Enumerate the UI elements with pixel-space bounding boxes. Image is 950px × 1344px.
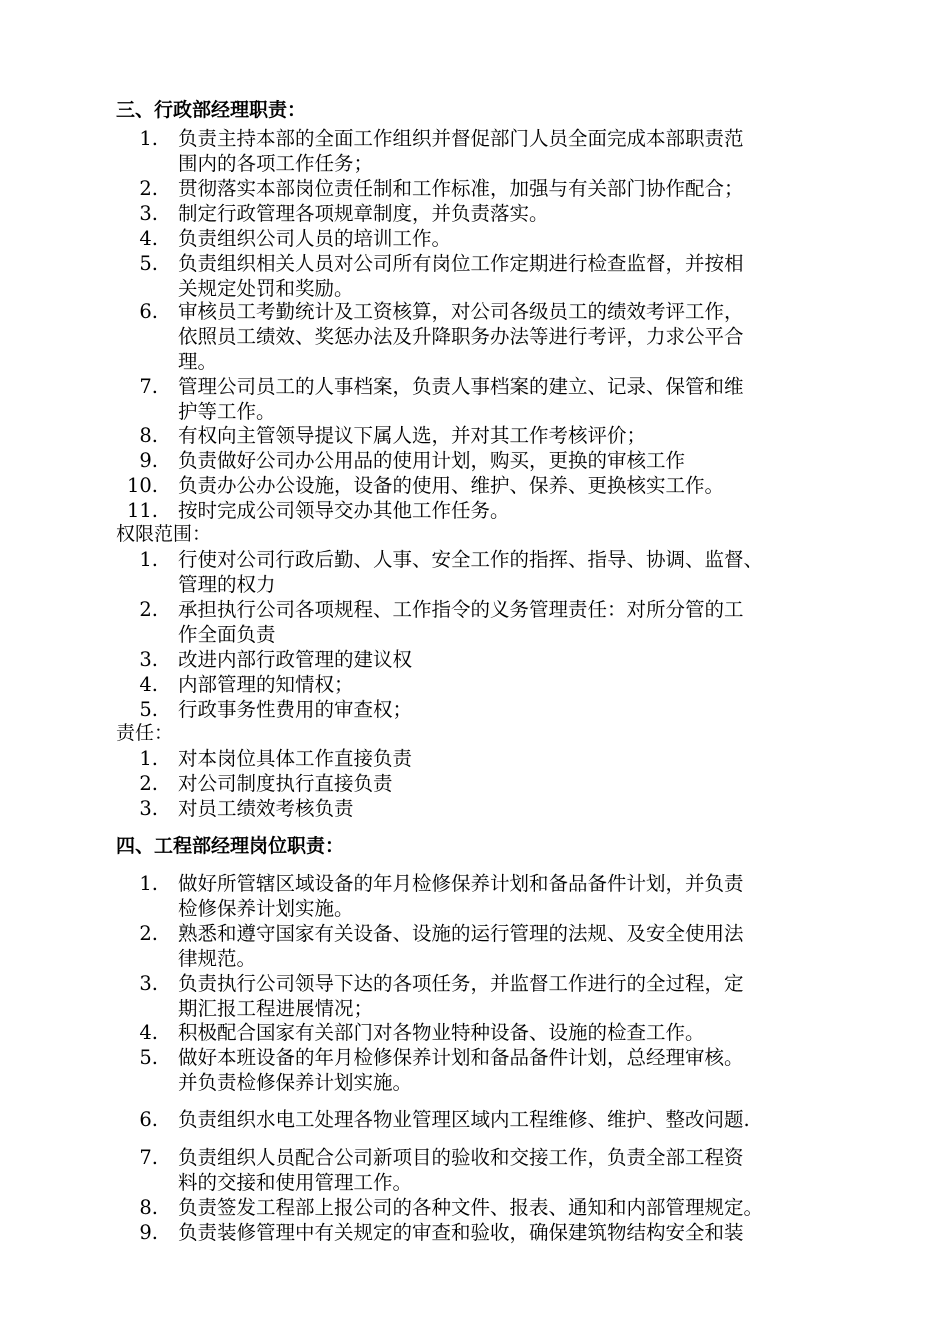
- item-number: 9.: [139, 1221, 158, 1244]
- item-text: 负责组织水电工处理各物业管理区域内工程维修、维护、整改问题.: [178, 1108, 750, 1131]
- item-text: 负责组织相关人员对公司所有岗位工作定期进行检查监督，并按相: [178, 252, 744, 275]
- item-text: 负责执行公司领导下达的各项任务，并监督工作进行的全过程，定: [178, 972, 744, 995]
- item-text: 负责签发工程部上报公司的各种文件、报表、通知和内部管理规定。: [178, 1196, 764, 1219]
- item-number: 3.: [139, 797, 158, 820]
- section4-title: 四、工程部经理岗位职责：: [116, 835, 345, 857]
- item-number: 1.: [139, 747, 158, 770]
- item-text: 承担执行公司各项规程、工作指令的义务管理责任：对所分管的工: [178, 598, 744, 621]
- item-number: 3.: [139, 648, 158, 671]
- item-text: 管理公司员工的人事档案，负责人事档案的建立、记录、保管和维: [178, 375, 744, 398]
- responsibility-label: 责任：: [116, 722, 174, 744]
- item-number: 1.: [139, 127, 158, 150]
- item-number: 10.: [126, 474, 158, 497]
- item-text: 有权向主管领导提议下属人选，并对其工作考核评价；: [178, 424, 647, 447]
- item-number: 5.: [139, 1046, 158, 1069]
- item-text: 护等工作。: [178, 400, 276, 423]
- item-number: 7.: [139, 375, 158, 398]
- item-text: 做好本班设备的年月检修保养计划和备品备件计划，总经理审核。: [178, 1046, 744, 1069]
- item-number: 2.: [139, 772, 158, 795]
- item-number: 2.: [139, 177, 158, 200]
- item-number: 4.: [139, 1021, 158, 1044]
- item-text: 对公司制度执行直接负责: [178, 772, 393, 795]
- item-text: 对本岗位具体工作直接负责: [178, 747, 413, 770]
- item-text: 做好所管辖区域设备的年月检修保养计划和备品备件计划，并负责: [178, 872, 744, 895]
- item-number: 4.: [139, 227, 158, 250]
- item-number: 1.: [139, 548, 158, 571]
- item-text: 审核员工考勤统计及工资核算，对公司各级员工的绩效考评工作，: [178, 300, 744, 323]
- item-text: 料的交接和使用管理工作。: [178, 1171, 413, 1194]
- item-text: 改进内部行政管理的建议权: [178, 648, 413, 671]
- item-text: 负责办公办公设施，设备的使用、维护、保养、更换核实工作。: [178, 474, 725, 497]
- item-text: 内部管理的知情权；: [178, 673, 354, 696]
- item-text: 管理的权力: [178, 573, 276, 596]
- item-number: 6.: [139, 300, 158, 323]
- item-text: 负责装修管理中有关规定的审查和验收，确保建筑物结构安全和装: [178, 1221, 744, 1244]
- item-number: 8.: [139, 1196, 158, 1219]
- item-text: 负责做好公司办公用品的使用计划，购买，更换的审核工作: [178, 449, 686, 472]
- item-number: 5.: [139, 252, 158, 275]
- item-number: 2.: [139, 922, 158, 945]
- item-number: 7.: [139, 1146, 158, 1169]
- item-text: 并负责检修保养计划实施。: [178, 1071, 413, 1094]
- item-text: 理。: [178, 350, 218, 373]
- item-number: 1.: [139, 872, 158, 895]
- item-text: 贯彻落实本部岗位责任制和工作标准，加强与有关部门协作配合；: [178, 177, 744, 200]
- section3-title: 三、行政部经理职责：: [116, 99, 307, 121]
- item-text: 行政事务性费用的审查权；: [178, 698, 413, 721]
- authority-label: 权限范围：: [116, 523, 212, 545]
- item-text: 对员工绩效考核负责: [178, 797, 354, 820]
- item-text: 积极配合国家有关部门对各物业特种设备、设施的检查工作。: [178, 1021, 705, 1044]
- item-text: 围内的各项工作任务；: [178, 152, 374, 175]
- item-number: 3.: [139, 202, 158, 225]
- item-text: 关规定处罚和奖励。: [178, 277, 354, 300]
- item-text: 负责组织公司人员的培训工作。: [178, 227, 452, 250]
- item-text: 依照员工绩效、奖惩办法及升降职务办法等进行考评，力求公平合: [178, 325, 744, 348]
- item-number: 11.: [126, 499, 158, 522]
- item-text: 负责主持本部的全面工作组织并督促部门人员全面完成本部职责范: [178, 127, 744, 150]
- item-number: 2.: [139, 598, 158, 621]
- item-text: 律规范。: [178, 947, 257, 970]
- item-number: 8.: [139, 424, 158, 447]
- item-text: 制定行政管理各项规章制度，并负责落实。: [178, 202, 549, 225]
- item-text: 期汇报工程进展情况；: [178, 997, 374, 1020]
- item-number: 9.: [139, 449, 158, 472]
- item-text: 作全面负责: [178, 623, 276, 646]
- item-text: 行使对公司行政后勤、人事、安全工作的指挥、指导、协调、监督、: [178, 548, 764, 571]
- item-text: 检修保养计划实施。: [178, 897, 354, 920]
- item-number: 3.: [139, 972, 158, 995]
- item-number: 4.: [139, 673, 158, 696]
- item-number: 5.: [139, 698, 158, 721]
- item-number: 6.: [139, 1108, 158, 1131]
- item-text: 熟悉和遵守国家有关设备、设施的运行管理的法规、及安全使用法: [178, 922, 744, 945]
- item-text: 负责组织人员配合公司新项目的验收和交接工作，负责全部工程资: [178, 1146, 744, 1169]
- item-text: 按时完成公司领导交办其他工作任务。: [178, 499, 510, 522]
